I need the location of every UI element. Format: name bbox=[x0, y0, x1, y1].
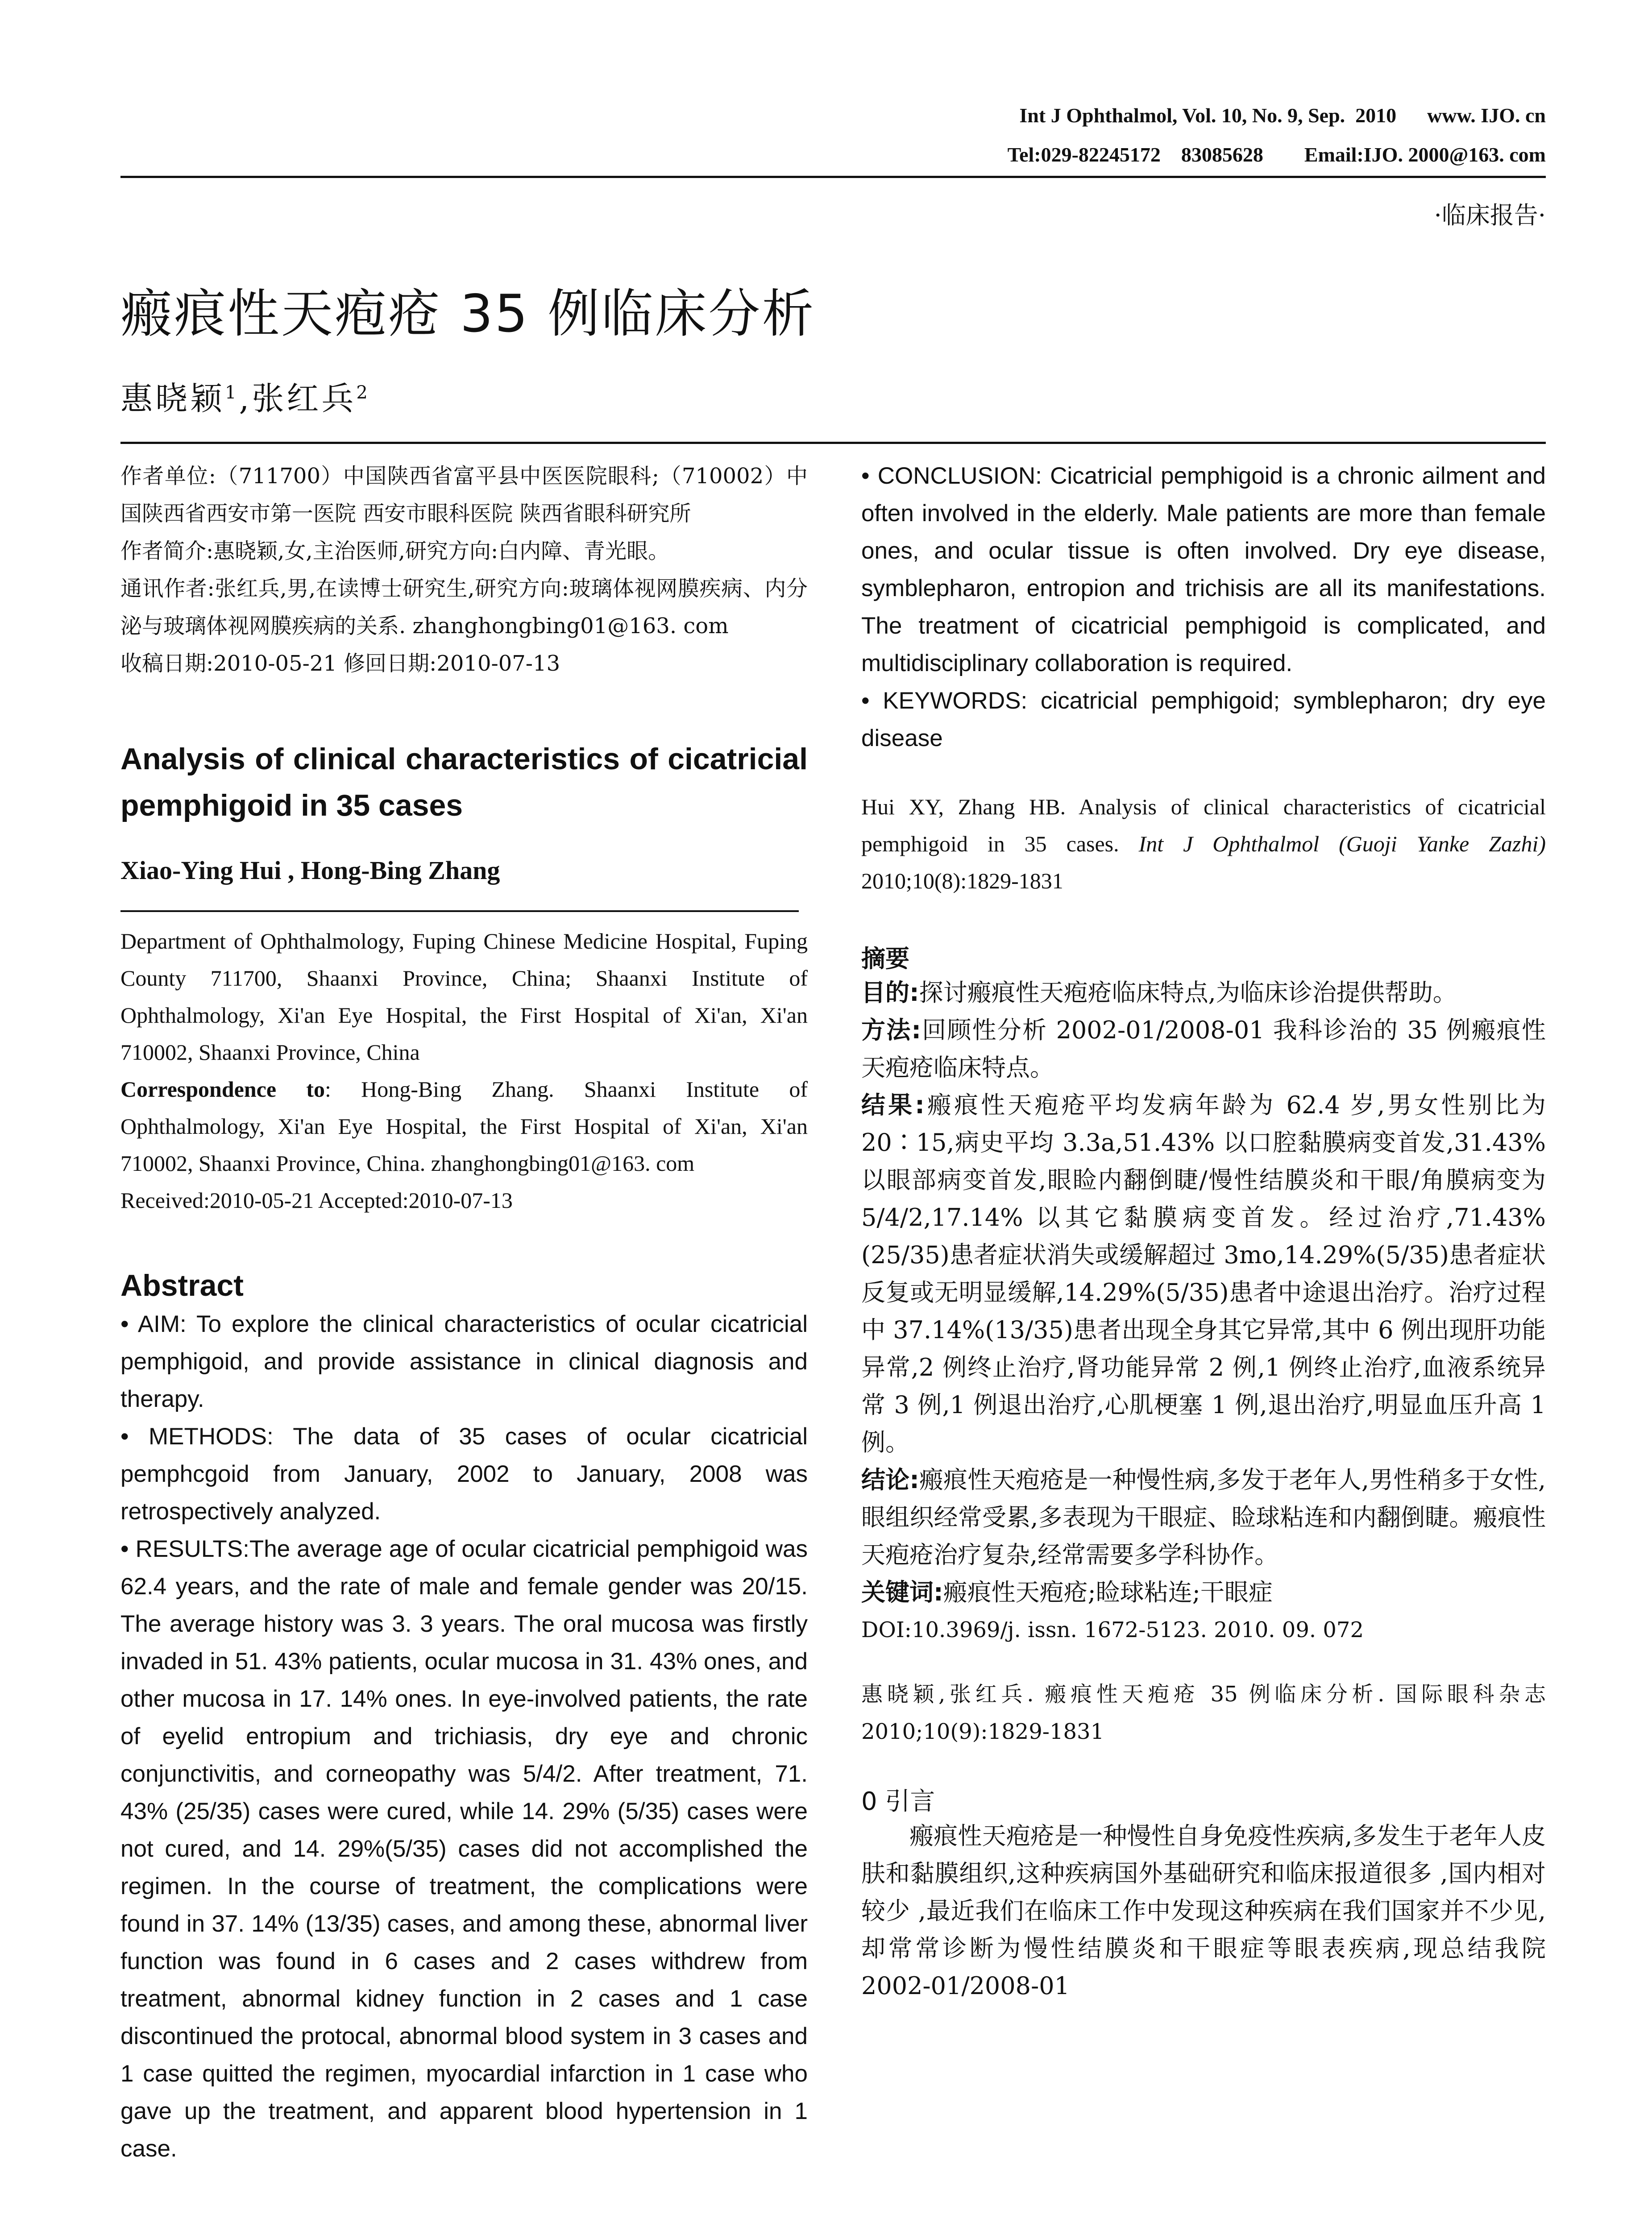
right-column bbox=[861, 457, 1546, 2005]
cn-aim-label: 目的: bbox=[861, 979, 919, 1007]
left-column bbox=[120, 457, 808, 2168]
affiliation-cn-2: 作者简介:惠晓颖,女,主治医师,研究方向:白内障、青光眼。 bbox=[120, 539, 670, 564]
abstract-conclusion bbox=[861, 457, 1546, 682]
journal-header-line2: Tel:029-82245172 83085628 Email:IJO. 2000@163. com bbox=[1007, 143, 1546, 166]
affiliation-cn-4: 收稿日期:2010-05-21 修回日期:2010-07-13 bbox=[120, 651, 560, 676]
affiliation-cn-1: 作者单位:（711700）中国陕西省富平县中医医院眼科;（710002）中国陕西省西安市第一医院 西安市眼科医院 陕西省眼科研究所 bbox=[120, 464, 808, 526]
abstract-aim bbox=[120, 1306, 808, 1418]
keywords-label: • KEYWORDS bbox=[861, 688, 1021, 714]
article-title-en: Analysis of clinical characteristics of cicatricial pemphigoid in 35 cases bbox=[120, 742, 808, 822]
cn-conclusion-label: 结论: bbox=[861, 1466, 919, 1494]
methods-text: : The data of 35 cases of ocular cicatricial pemphcgoid from January, 2002 to January, 2008 was retrospectively analyzed. bbox=[120, 1423, 808, 1525]
aim-text: : To explore the clinical characteristics of ocular cicatricial pemphigoid, and provide assistance in clinical diagnosis and therapy. bbox=[120, 1311, 808, 1412]
methods-label: • METHODS bbox=[120, 1423, 267, 1450]
title-rule bbox=[120, 442, 1546, 444]
cn-aim-text: 探讨瘢痕性天疱疮临床特点,为临床诊治提供帮助。 bbox=[919, 979, 1457, 1007]
correspondence bbox=[120, 1071, 808, 1182]
results-text: :The average age of ocular cicatricial pemphigoid was 62.4 years, and the rate of male and female gender was 20/15. The average history was 3. 3 years. The oral mucosa was firstly invaded in 51. 43% patients, ocular mucosa in 31. 43% ones, and other mucosa in 17. 14% ones. In eye-involved patients, the rate of eyelid entropium and trichiasis, dry eye and chronic conjunctivitis, and corneopathy was 5/4/2. After treatment, 71. 43% (25/35) cases were cured, while 14. 29% (5/35) cases were not cured, and 14. 29%(5/35) cases did not accomplished the regimen. In the course of treatment, the complications were found in 37. 14% (13/35) cases, and among these, abnormal liver function was found in 6 cases and 2 cases withdrew from treatment, abnormal kidney function in 2 cases and 1 case discontinued the protocal, abnormal blood system in 3 cases and 1 case quitted the regimen, myocardial infarction in 1 case who gave up the treatment, and apparent blood hypertension in 1 case. bbox=[120, 1536, 808, 2162]
abstract-heading: Abstract bbox=[120, 1269, 244, 1302]
cn-methods-text: 回顾性分析 2002-01/2008-01 我科诊治的 35 例瘢痕性天疱疮临床特点。 bbox=[861, 1016, 1546, 1082]
cn-conclusion-text: 瘢痕性天疱疮是一种慢性病,多发于老年人,男性稍多于女性,眼组织经常受累,多表现为干眼症、睑球粘连和内翻倒睫。瘢痕性天疱疮治疗复杂,经常需要多学科协作。 bbox=[861, 1466, 1546, 1569]
article-title-cn: 瘢痕性天疱疮 35 例临床分析 bbox=[120, 284, 816, 344]
doi: DOI:10.3969/j. issn. 1672-5123. 2010. 09. 072 bbox=[861, 1617, 1364, 1642]
citation-en bbox=[861, 788, 1546, 900]
authors-cn bbox=[120, 373, 370, 419]
abstract-cn-methods bbox=[861, 1012, 1546, 1086]
cn-keywords-label: 关键词: bbox=[861, 1578, 943, 1606]
aim-label: • AIM bbox=[120, 1311, 180, 1337]
received-dates: Received:2010-05-21 Accepted:2010-07-13 bbox=[120, 1188, 513, 1213]
affiliation-cn-3: 通讯作者:张红兵,男,在读博士研究生,研究方向:玻璃体视网膜疾病、内分泌与玻璃体视网膜疾病的关系. zhanghongbing01@163. com bbox=[120, 576, 808, 639]
journal-header-line1: Int J Ophthalmol, Vol. 10, No. 9, Sep. 2010 www. IJO. cn bbox=[1019, 104, 1546, 127]
correspondence-label: Correspondence to bbox=[120, 1077, 325, 1102]
affiliation-en: Department of Ophthalmology, Fuping Chinese Medicine Hospital, Fuping County 711700, Shaanxi Province, China; Shaanxi Institute of Ophthalmology, Xi'an Eye Hospital, the First Hospital of Xi'an, Xi'an 710002, Shaanxi Province, China bbox=[120, 929, 808, 1065]
keywords-text: : cicatricial pemphigoid; symblepharon; dry eye disease bbox=[861, 688, 1546, 751]
abstract-cn-keywords bbox=[861, 1574, 1546, 1611]
conclusion-text: : Cicatricial pemphigoid is a chronic ailment and often involved in the elderly. Male patients are more than female ones, and ocular tissue is often involved. Dry eye disease, symblepharon, entropion and trichisis are all its manifestations. The treatment of cicatricial pemphigoid is complicated, and multidisciplinary collaboration is required. bbox=[861, 463, 1546, 676]
intro-text: 瘢痕性天疱疮是一种慢性自身免疫性疾病,多发生于老年人皮肤和黏膜组织,这种疾病国外基础研究和临床报道很多 ,国内相对较少 ,最近我们在临床工作中发现这种疾病在我们国家并不少见,却常常诊断为慢性结膜炎和干眼症等眼表疾病,现总结我院 2002-01/2008-01 bbox=[861, 1822, 1546, 2000]
abstract-keywords bbox=[861, 682, 1546, 757]
results-label: • RESULTS bbox=[120, 1536, 243, 1562]
cn-keywords-text: 瘢痕性天疱疮;睑球粘连;干眼症 bbox=[943, 1578, 1273, 1606]
conclusion-label: • CONCLUSION bbox=[861, 463, 1036, 489]
header-rule bbox=[120, 176, 1546, 178]
correspondence-text: : Hong-Bing Zhang. Shaanxi Institute of Ophthalmology, Xi'an Eye Hospital, the First Hospital of Xi'an, Xi'an 710002, Shaanxi Province, China. zhanghongbing01@163. com bbox=[120, 1077, 808, 1176]
authors-en: Xiao-Ying Hui , Hong-Bing Zhang bbox=[120, 856, 500, 885]
abstract-results bbox=[120, 1530, 808, 2168]
abstract-cn-aim bbox=[861, 974, 1546, 1012]
cn-methods-label: 方法: bbox=[861, 1016, 921, 1044]
citation-en-journal: Int J Ophthalmol (Guoji Yanke Zazhi) bbox=[1138, 831, 1546, 856]
citation-en-text: Hui XY, Zhang HB. Analysis of clinical characteristics of cicatricial pemphigoid in 35 cases. bbox=[861, 794, 1546, 856]
cn-results-label: 结果: bbox=[861, 1091, 925, 1119]
abstract-methods bbox=[120, 1418, 808, 1530]
author-2-sup: 2 bbox=[356, 382, 370, 403]
author-1-sup: 1 bbox=[225, 382, 239, 403]
intro-heading: 0 引言 bbox=[861, 1787, 935, 1816]
section-tag: ·临床报告· bbox=[1434, 201, 1546, 229]
abstract-cn-heading: 摘要 bbox=[861, 945, 909, 973]
abstract-cn-results bbox=[861, 1086, 1546, 1461]
cn-results-text: 瘢痕性天疱疮平均发病年龄为 62.4 岁,男女性别比为 20∶15,病史平均 3.3a,51.43% 以口腔黏膜病变首发,31.43% 以眼部病变首发,眼睑内翻倒睫/慢性结膜炎和干眼/角膜病变为 5/4/2,17.14% 以其它黏膜病变首发。经过治疗,71.43%(25/35)患者症状消失或缓解超过 3mo,14.29%(5/35)患者症状反复或无明显缓解,14.29%(5/35)患者中途退出治疗。治疗过程中 37.14%(13/35)患者出现全身其它异常,其中 6 例出现肝功能异常,2 例终止治疗,肾功能异常 2 例,1 例终止治疗,血液系统异常 3 例,1 例退出治疗,心肌梗塞 1 例,退出治疗,明显血压升高 1 例。 bbox=[861, 1091, 1546, 1456]
abstract-cn-conclusion bbox=[861, 1461, 1546, 1574]
citation-en-tail: 2010;10(8):1829-1831 bbox=[861, 868, 1063, 893]
author-2-name: ,张红兵 bbox=[239, 380, 357, 417]
citation-cn: 惠晓颖,张红兵. 瘢痕性天疱疮 35 例临床分析. 国际眼科杂志 2010;10(9):1829-1831 bbox=[861, 1682, 1546, 1744]
author-1-name: 惠晓颖 bbox=[120, 380, 225, 417]
